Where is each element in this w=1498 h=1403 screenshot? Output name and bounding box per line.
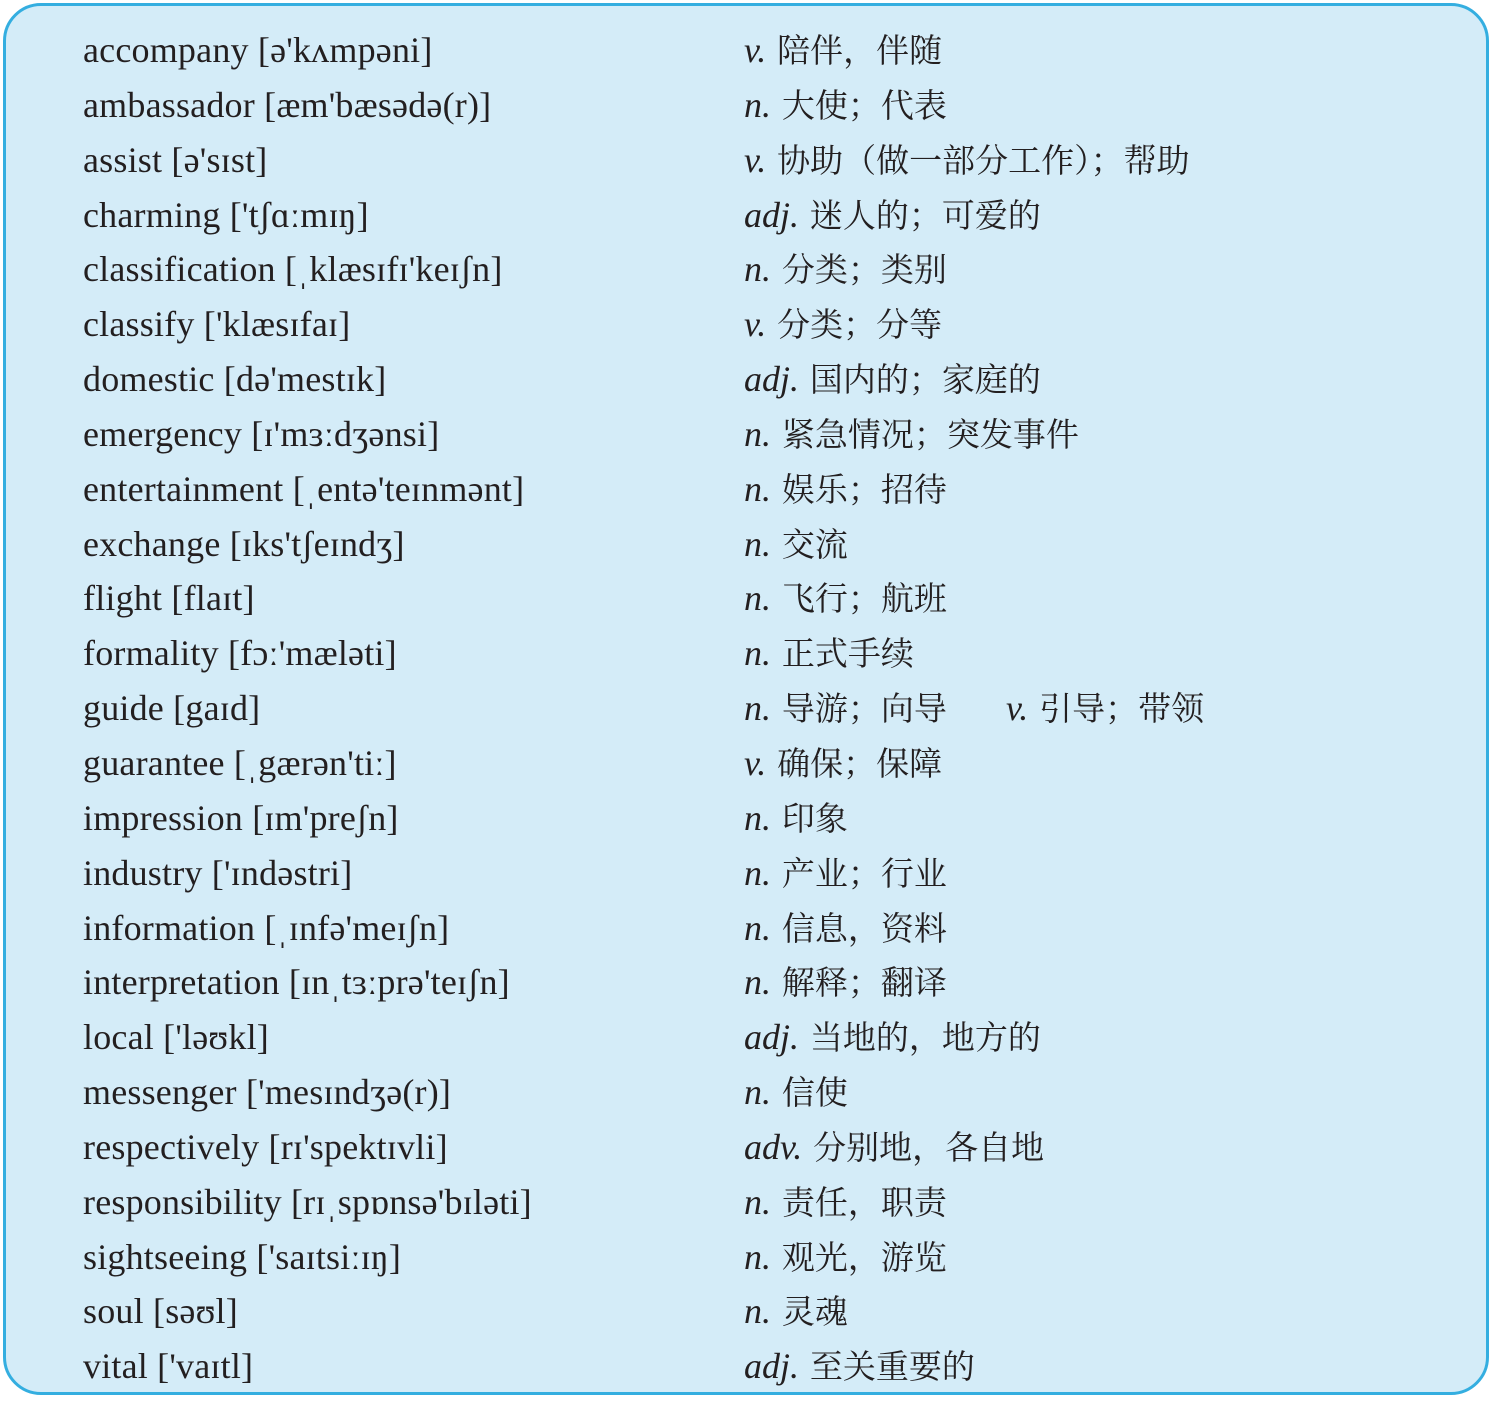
vocab-word: ambassador [æm'bæsədə(r)] (83, 84, 492, 125)
vocab-meaning (744, 901, 947, 957)
part-of-speech: n. (744, 84, 771, 125)
vocab-word: domestic [də'mestɪk] (83, 359, 387, 400)
part-of-speech: adj. (744, 1346, 800, 1387)
vocab-meaning (744, 736, 942, 792)
definition: 信使 (781, 1073, 848, 1113)
vocab-row (6, 407, 1486, 462)
definition: 灵魂 (781, 1292, 848, 1332)
vocabulary-list (6, 23, 1486, 1394)
vocab-meaning (744, 571, 947, 627)
vocab-word: interpretation [ɪnˌtɜːprə'teɪʃn] (83, 962, 510, 1003)
vocab-row (6, 1175, 1486, 1230)
vocab-row (6, 626, 1486, 681)
vocab-meaning (744, 791, 848, 847)
vocab-meaning (744, 78, 947, 134)
part-of-speech: v. (744, 742, 767, 783)
part-of-speech: n. (744, 962, 771, 1003)
vocab-word: guide [gaɪd] (83, 688, 261, 729)
definition: 分别地，各自地 (813, 1127, 1045, 1167)
vocab-meaning (744, 626, 914, 682)
definition: 陪伴，伴随 (777, 31, 943, 70)
vocab-meaning (744, 955, 947, 1011)
vocab-row (6, 23, 1486, 78)
vocab-row (6, 901, 1486, 956)
vocab-word: responsibility [rɪˌspɒnsə'bɪləti] (83, 1181, 532, 1222)
definition: 迷人的；可爱的 (809, 195, 1041, 235)
definition: 解释；翻译 (781, 963, 947, 1003)
vocab-row (6, 791, 1486, 846)
part-of-speech: adj. (744, 1017, 800, 1058)
part-of-speech: adv. (744, 1126, 803, 1167)
vocab-row (6, 1065, 1486, 1120)
part-of-speech: v. (744, 304, 767, 345)
part-of-speech: n. (744, 688, 771, 729)
vocab-row (6, 1120, 1486, 1175)
vocab-word: accompany [ə'kʌmpəni] (83, 30, 433, 70)
vocab-meaning (744, 681, 947, 737)
definition: 印象 (781, 798, 848, 838)
definition: 分类；类别 (781, 250, 947, 290)
definition: 导游；向导 (781, 689, 947, 729)
part-of-speech: v. (744, 139, 767, 180)
part-of-speech: n. (744, 523, 771, 564)
vocab-word: charming ['tʃɑːmɪŋ] (83, 194, 369, 235)
vocab-word: guarantee [ˌgærən'tiː] (83, 742, 397, 783)
vocab-meaning (744, 133, 1190, 189)
definition: 引导；带领 (1039, 689, 1205, 729)
definition: 确保；保障 (777, 743, 943, 783)
part-of-speech: n. (744, 413, 771, 454)
vocab-meaning (744, 1120, 1044, 1176)
vocab-word: soul [səʊl] (83, 1291, 238, 1332)
part-of-speech: n. (744, 578, 771, 619)
vocab-row (6, 681, 1486, 736)
vocab-meaning (744, 242, 947, 298)
vocab-meaning (744, 517, 848, 573)
definition: 观光，游览 (781, 1237, 947, 1277)
vocab-row (6, 352, 1486, 407)
vocab-word: flight [flaɪt] (83, 578, 255, 619)
definition: 责任，职责 (781, 1182, 947, 1222)
vocab-meaning (744, 462, 947, 518)
vocab-word: emergency [ɪ'mɜːdʒənsi] (83, 413, 440, 454)
part-of-speech: adj. (744, 359, 800, 400)
vocab-meaning (744, 1339, 975, 1395)
vocab-row (6, 1010, 1486, 1065)
definition: 紧急情况；突发事件 (781, 414, 1079, 454)
definition: 协助（做一部分工作）；帮助 (777, 140, 1190, 180)
vocab-row (6, 1230, 1486, 1285)
vocab-row (6, 1284, 1486, 1339)
vocab-meaning (744, 1230, 947, 1286)
part-of-speech: n. (744, 1236, 771, 1277)
vocab-row (6, 188, 1486, 243)
part-of-speech: n. (744, 1291, 771, 1332)
vocab-row (6, 133, 1486, 188)
part-of-speech: n. (744, 468, 771, 509)
vocab-row (6, 242, 1486, 297)
vocab-word: classification [ˌklæsɪfɪ'keɪʃn] (83, 249, 503, 290)
vocab-row (6, 78, 1486, 133)
vocab-word: formality [fɔː'mæləti] (83, 633, 397, 674)
vocab-row (6, 571, 1486, 626)
vocab-word: respectively [rɪ'spektɪvli] (83, 1126, 448, 1167)
definition: 交流 (781, 524, 848, 564)
vocab-word: impression [ɪm'preʃn] (83, 797, 399, 838)
vocab-word: classify ['klæsɪfaɪ] (83, 304, 351, 345)
vocab-row (6, 462, 1486, 517)
vocab-row (6, 955, 1486, 1010)
definition: 当地的，地方的 (809, 1018, 1041, 1058)
vocab-meaning (744, 1010, 1041, 1066)
vocab-row (6, 297, 1486, 352)
vocab-word: industry ['ɪndəstri] (83, 852, 353, 893)
definition: 娱乐；招待 (781, 469, 947, 509)
definition: 飞行；航班 (781, 579, 947, 619)
vocab-word: assist [ə'sɪst] (83, 139, 268, 180)
definition: 国内的；家庭的 (809, 360, 1041, 400)
part-of-speech: n. (744, 633, 771, 674)
definition: 产业；行业 (781, 853, 947, 893)
vocab-meaning (744, 846, 947, 902)
part-of-speech: v. (744, 30, 767, 70)
definition: 分类；分等 (777, 305, 943, 345)
vocabulary-box (3, 3, 1489, 1395)
vocab-meaning (744, 297, 942, 353)
part-of-speech: n. (744, 1181, 771, 1222)
definition: 至关重要的 (809, 1347, 975, 1387)
vocab-word: exchange [ɪks'tʃeɪndʒ] (83, 523, 405, 564)
part-of-speech: n. (744, 907, 771, 948)
vocab-meaning (744, 23, 942, 79)
part-of-speech: n. (744, 797, 771, 838)
vocab-meaning (744, 1065, 848, 1121)
definition: 正式手续 (781, 634, 914, 674)
part-of-speech: adj. (744, 194, 800, 235)
vocab-word: local ['ləʊkl] (83, 1017, 269, 1058)
vocab-word: vital ['vaɪtl] (83, 1346, 254, 1387)
vocab-word: messenger ['mesɪndʒə(r)] (83, 1072, 452, 1113)
vocab-word: sightseeing ['saɪtsiːɪŋ] (83, 1236, 402, 1277)
vocab-meaning (744, 1284, 848, 1340)
vocab-row (6, 846, 1486, 901)
part-of-speech: n. (744, 249, 771, 290)
vocab-word: entertainment [ˌentə'teɪnmənt] (83, 468, 525, 509)
definition: 大使；代表 (781, 85, 947, 125)
vocab-meaning (744, 1175, 947, 1231)
definition: 信息，资料 (781, 908, 947, 948)
part-of-speech: v. (1006, 688, 1029, 729)
vocab-row (6, 1339, 1486, 1394)
part-of-speech: n. (744, 1072, 771, 1113)
vocab-row (6, 517, 1486, 572)
part-of-speech: n. (744, 852, 771, 893)
vocab-meaning (744, 407, 1079, 463)
vocab-meaning (744, 188, 1041, 244)
vocab-meaning-secondary (1006, 681, 1204, 737)
vocab-meaning (744, 352, 1041, 408)
vocab-word: information [ˌɪnfə'meɪʃn] (83, 907, 450, 948)
vocab-row (6, 736, 1486, 791)
